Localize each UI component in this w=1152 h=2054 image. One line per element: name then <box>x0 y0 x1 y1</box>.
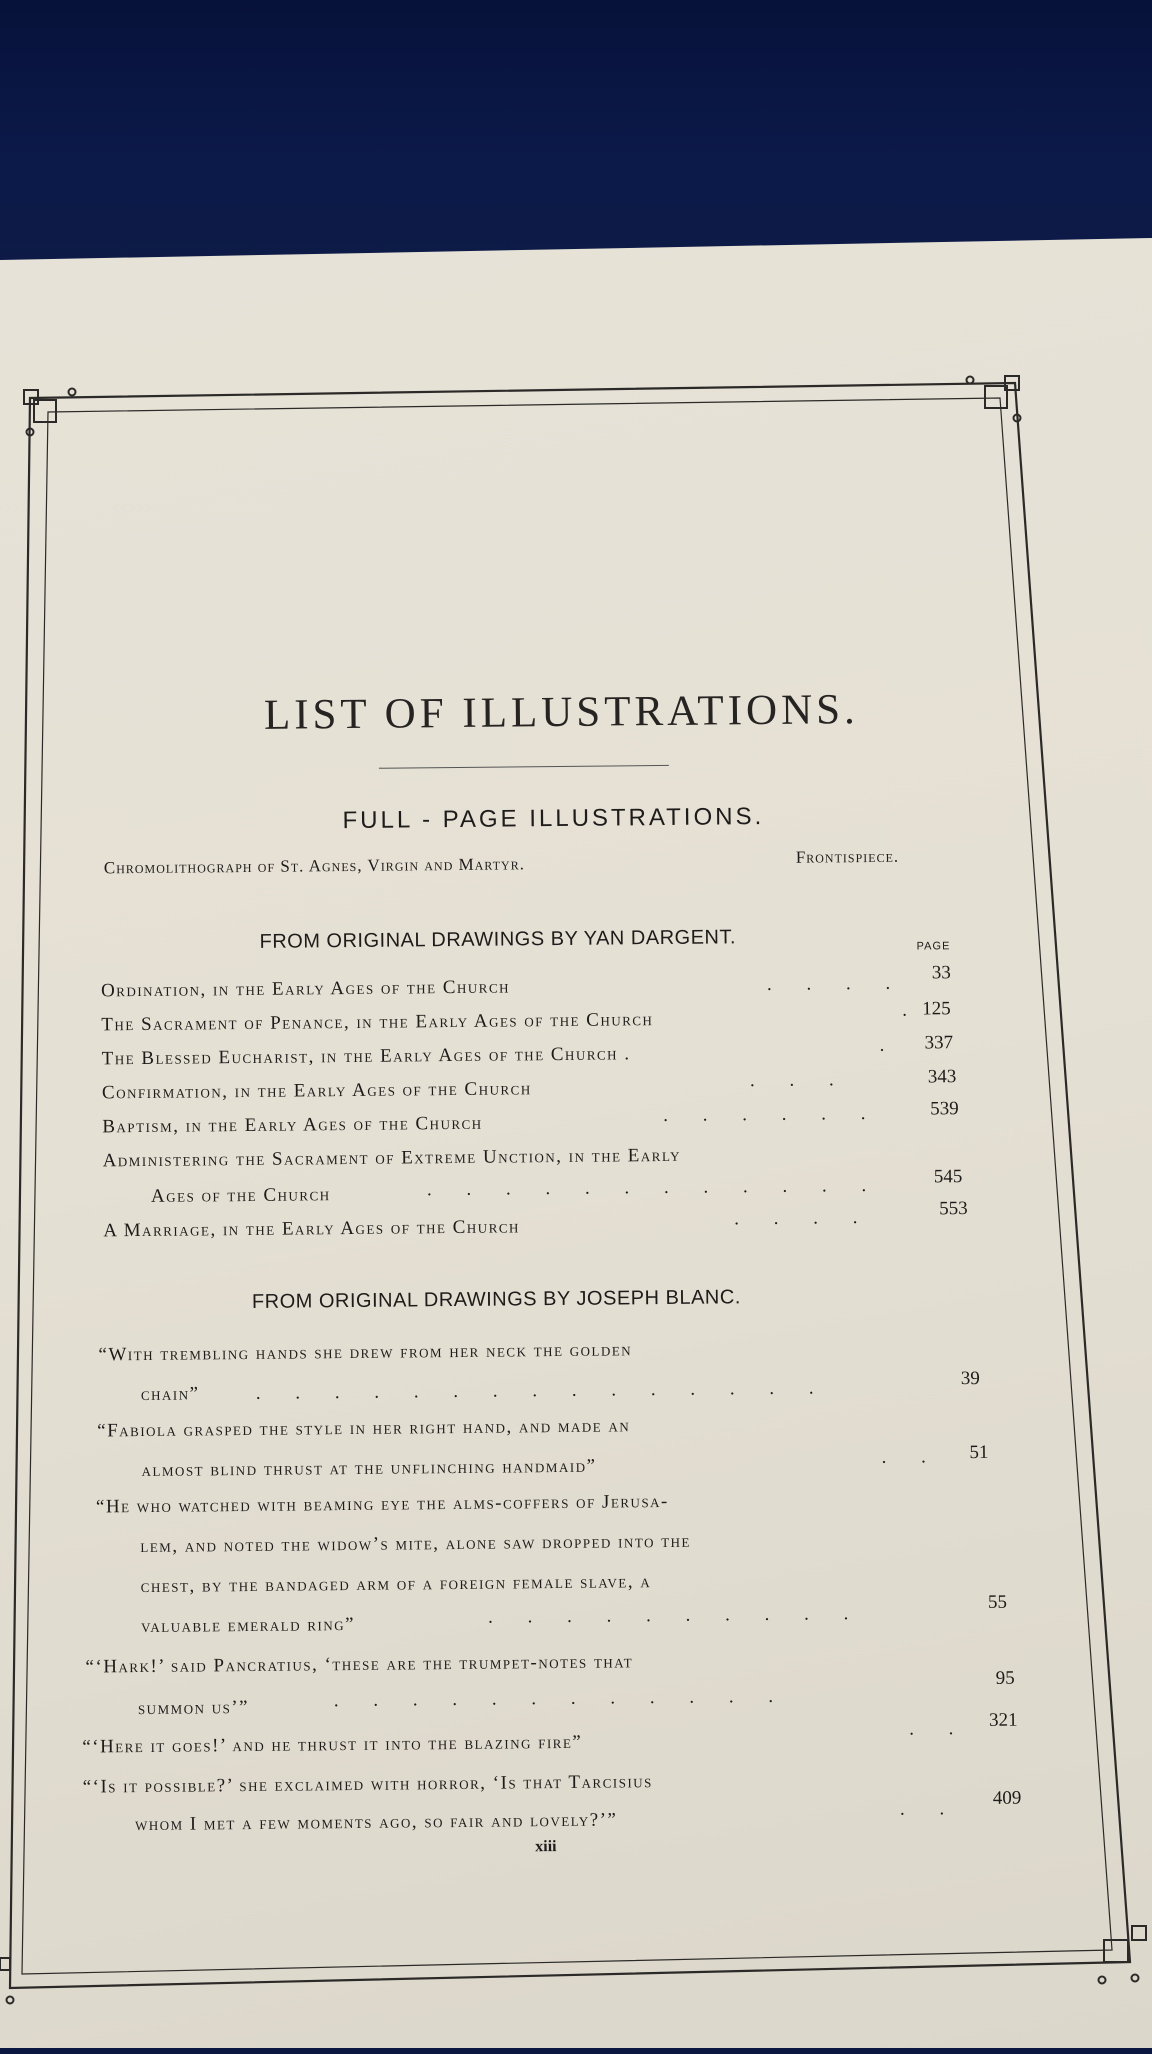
leader-dots: . <box>879 1034 900 1056</box>
page-number: 39 <box>960 1367 980 1390</box>
chromolithograph-entry: Chromolithograph of St. Agnes, Virgin and Martyr. <box>103 854 525 878</box>
page-number: 539 <box>930 1098 959 1120</box>
leader-dots: . . <box>881 1446 941 1468</box>
page-number: 337 <box>924 1032 954 1054</box>
entry-text: “‘Here it goes!’ and he thrust it into the blazing fire” <box>82 1731 583 1758</box>
entry-text: The Sacrament of Penance, in the Early Ages of the Church <box>101 1009 654 1036</box>
entry-text: Ordination, in the Early Ages of the Church <box>100 976 511 1002</box>
leader-dots: . . . . <box>766 972 906 995</box>
leader-dots: . . . <box>749 1069 849 1092</box>
section-heading-joseph-blanc: FROM ORIGINAL DRAWINGS BY JOSEPH BLANC. <box>251 1286 741 1313</box>
page-number: 553 <box>939 1198 968 1220</box>
frontispiece-label: Frontispiece. <box>795 846 900 867</box>
page-number: 125 <box>922 998 951 1020</box>
entry-text: “Fabiola grasped the style in her right hand, and made an <box>97 1415 631 1442</box>
entry-text-continued: summon us’” <box>137 1697 250 1720</box>
section-heading-full-page: FULL - PAGE ILLUSTRATIONS. <box>342 803 765 835</box>
entry-text: The Blessed Eucharist, in the Early Ages of the Church . <box>101 1043 631 1070</box>
leader-dots: . . . . . . . . . . . . <box>426 1174 882 1201</box>
entry-text-continued: valuable emerald ring” <box>141 1613 356 1638</box>
leader-dots: . . . . <box>734 1206 873 1230</box>
section-heading-yan-dargent: FROM ORIGINAL DRAWINGS BY YAN DARGENT. <box>259 926 737 953</box>
entry-text-continued: chain” <box>140 1383 200 1406</box>
entry-text: “With trembling hands she drew from her neck the golden <box>98 1339 633 1366</box>
page-number: 343 <box>927 1066 957 1088</box>
page-number: 321 <box>988 1709 1018 1731</box>
entry-text-continued: almost blind thrust at the unflinching handmaid” <box>141 1455 597 1482</box>
entry-text: Baptism, in the Early Ages of the Church <box>102 1112 483 1138</box>
entry-text: A Marriage, in the Early Ages of the Church <box>103 1216 520 1242</box>
folio-page-number: xiii <box>535 1838 557 1856</box>
page-title: LIST OF ILLUSTRATIONS. <box>263 686 860 739</box>
leader-dots: . . . . . . <box>663 1102 881 1126</box>
page-column-label: PAGE <box>916 940 951 953</box>
page-number: 409 <box>992 1787 1022 1809</box>
entry-text-continued: whom I met a few moments ago, so fair and lovely?’” <box>134 1809 618 1836</box>
entry-text: “‘Is it possible?’ she exclaimed with horror, ‘Is that Tarcisius <box>82 1771 653 1798</box>
entry-text: “He who watched with beaming eye the alms-coffers of Jerusa- <box>95 1490 669 1518</box>
entry-text: Administering the Sacrament of Extreme Unction, in the Early <box>102 1144 682 1172</box>
entry-text: Confirmation, in the Early Ages of the Church <box>101 1078 532 1104</box>
leader-dots: . . . . . . . . . . <box>487 1603 864 1628</box>
page-number: 55 <box>987 1591 1008 1613</box>
entry-text-continued: lem, and noted the widow’s mite, alone saw dropped into the <box>140 1530 692 1558</box>
leader-dots: . . . . . . . . . . . . . . . <box>255 1377 829 1404</box>
page-number: 545 <box>933 1166 963 1188</box>
leader-dots: . . <box>909 1718 969 1740</box>
entry-text-continued: Ages of the Church <box>150 1184 331 1207</box>
leader-dots: . . <box>899 1798 960 1820</box>
page-number: 95 <box>995 1667 1015 1689</box>
entry-text: “‘Hark!’ said Pancratius, ‘these are the trumpet-notes that <box>85 1651 634 1678</box>
page-number: 51 <box>969 1441 989 1464</box>
page-number: 33 <box>931 962 951 984</box>
entry-text-continued: chest, by the bandaged arm of a foreign female slave, a <box>140 1571 652 1598</box>
leader-dots: . <box>902 999 923 1021</box>
title-divider <box>379 765 669 769</box>
leader-dots: . . . . . . . . . . . . <box>333 1685 789 1712</box>
